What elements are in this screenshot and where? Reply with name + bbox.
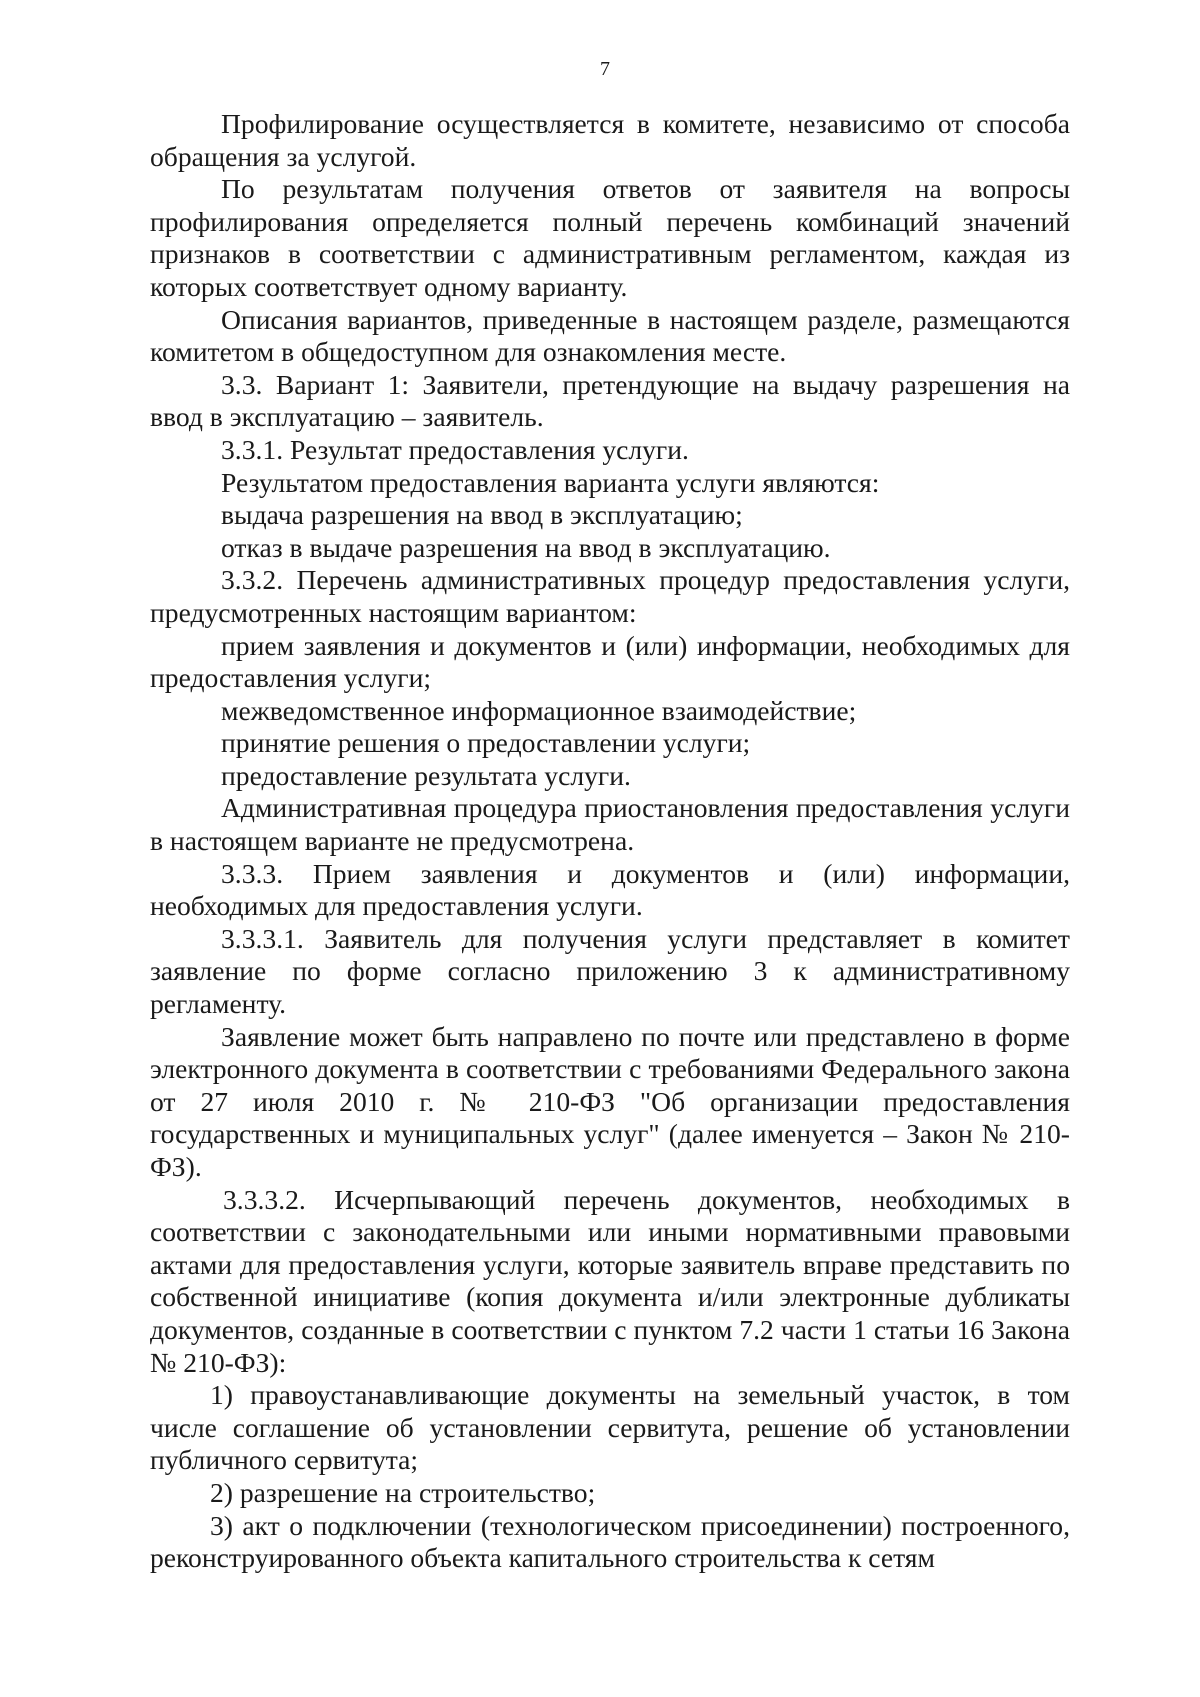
- document-body: [150, 108, 1070, 1575]
- list-item-result-refusal: отказ в выдаче разрешения на ввод в эксплуатацию.: [221, 531, 831, 563]
- section-3-3-1-heading: 3.3.1. Результат предоставления услуги.: [221, 433, 689, 465]
- paragraph-result-intro: Результатом предоставления варианта услуги являются:: [221, 466, 880, 498]
- paragraph-submission-methods: Заявление может быть направлено по почте или представлено в форме электронного документа в соответствии с требованиями Федерального закона от 27 июля 2010 г. № 210-ФЗ "Об организации предоставления государственных и муниципальных услуг" (далее именуется – Закон № 210-ФЗ).: [150, 1020, 1070, 1182]
- section-3-3-3-heading: 3.3.3. Прием заявления и документов и (или) информации, необходимых для предоставления услуги.: [150, 857, 1070, 922]
- list-item-document-3: 3) акт о подключении (технологическом присоединении) построенного, реконструированного объекта капитального строительства к сетям: [150, 1509, 1070, 1574]
- list-item-procedure-decision: принятие решения о предоставлении услуги;: [221, 727, 751, 759]
- section-3-3-3-1-text: 3.3.3.1. Заявитель для получения услуги представляет в комитет заявление по форме согласно приложению 3 к административному регламенту.: [150, 922, 1070, 1020]
- list-item-document-1: 1) правоустанавливающие документы на земельный участок, в том числе соглашение об установлении сервитута, решение об установлении публичного сервитута;: [150, 1379, 1070, 1476]
- list-item-procedure-intake: прием заявления и документов и (или) информации, необходимых для предоставления услуги;: [150, 629, 1070, 694]
- section-3-3-heading: 3.3. Вариант 1: Заявители, претендующие на выдачу разрешения на ввод в эксплуатацию – заявитель.: [150, 368, 1070, 433]
- paragraph-variant-descriptions: Описания вариантов, приведенные в настоящем разделе, размещаются комитетом в общедоступном для ознакомления месте.: [150, 303, 1070, 368]
- page-number: 7: [600, 58, 610, 80]
- paragraph-profiling-results: По результатам получения ответов от заявителя на вопросы профилирования определяется полный перечень комбинаций значений признаков в соответствии с административным регламентом, каждая из которых соответствует одному варианту.: [150, 173, 1070, 302]
- list-item-document-2: 2) разрешение на строительство;: [210, 1476, 596, 1508]
- paragraph-suspension-note: Административная процедура приостановления предоставления услуги в настоящем варианте не предусмотрена.: [150, 792, 1070, 857]
- section-3-3-3-2-text: 3.3.3.2. Исчерпывающий перечень документов, необходимых в соответствии с законодательными или иными нормативными правовыми актами для предоставления услуги, которые заявитель вправе представить по собственной инициативе (копия документа и/или электронные дубликаты документов, созданные в соответствии с пунктом 7.2 части 1 статьи 16 Закона № 210-ФЗ):: [150, 1183, 1070, 1378]
- list-item-procedure-interagency: межведомственное информационное взаимодействие;: [221, 694, 857, 726]
- list-item-result-issue: выдача разрешения на ввод в эксплуатацию;: [221, 499, 743, 531]
- paragraph-profiling-location: Профилирование осуществляется в комитете, независимо от способа обращения за услугой.: [150, 108, 1070, 172]
- section-3-3-2-heading: 3.3.2. Перечень административных процедур предоставления услуги, предусмотренных настоящим вариантом:: [150, 564, 1070, 628]
- list-item-procedure-result: предоставление результата услуги.: [221, 759, 631, 791]
